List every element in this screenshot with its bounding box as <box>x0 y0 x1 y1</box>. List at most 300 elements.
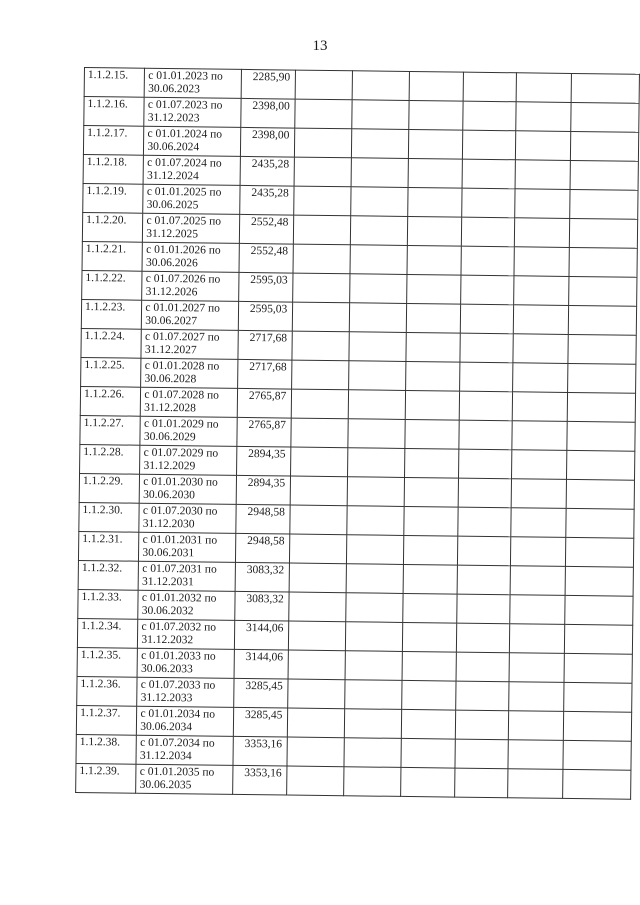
tariff-value-cell <box>235 533 290 563</box>
tariff-value: 3083,32 <box>246 593 284 606</box>
period-start: с 01.01.2027 по <box>145 301 221 315</box>
tariff-value-cell <box>238 330 293 360</box>
empty-cell <box>346 535 403 565</box>
period-cell <box>138 590 235 620</box>
empty-cell <box>347 506 404 536</box>
empty-cell <box>567 421 635 451</box>
tariff-value: 2595,03 <box>250 274 288 287</box>
period-start: с 01.07.2032 по <box>141 620 217 634</box>
empty-cell <box>508 711 563 741</box>
empty-cell <box>458 536 511 566</box>
empty-cell <box>568 305 636 335</box>
period-start: с 01.07.2028 по <box>144 388 219 402</box>
period-end: 31.12.2031 <box>142 575 194 589</box>
empty-cell <box>508 740 563 770</box>
empty-cell <box>409 71 464 101</box>
tariff-value-cell <box>236 475 291 505</box>
empty-cell <box>345 651 402 681</box>
row-number: 1.1.2.20. <box>86 214 127 227</box>
row-number: 1.1.2.15. <box>87 69 129 82</box>
row-number: 1.1.2.18. <box>86 156 128 169</box>
period-start: с 01.07.2033 по <box>140 678 216 692</box>
period-start: с 01.01.2026 по <box>146 243 221 257</box>
period-start: с 01.01.2023 по <box>148 69 223 83</box>
empty-cell <box>513 305 568 335</box>
tariff-value-cell <box>232 765 287 795</box>
empty-cell <box>408 158 463 188</box>
row-number-cell <box>81 357 142 387</box>
period-cell <box>141 329 238 359</box>
empty-cell <box>457 565 510 595</box>
period-start: с 01.01.2032 по <box>141 591 217 605</box>
empty-cell <box>401 709 456 739</box>
empty-cell <box>570 189 638 219</box>
empty-cell <box>403 535 458 565</box>
empty-cell <box>350 274 407 304</box>
empty-cell <box>347 477 404 507</box>
period-end: 31.12.2025 <box>146 227 199 241</box>
empty-cell <box>290 476 347 506</box>
tariff-value-cell <box>233 678 288 708</box>
empty-cell <box>287 737 344 767</box>
empty-cell <box>404 477 459 507</box>
empty-cell <box>294 186 351 216</box>
row-number-cell <box>77 618 138 648</box>
empty-cell <box>570 131 638 161</box>
empty-cell <box>568 334 636 364</box>
empty-cell <box>569 218 637 248</box>
empty-cell <box>403 506 458 536</box>
empty-cell <box>294 157 351 187</box>
empty-cell <box>287 766 344 796</box>
empty-cell <box>348 419 405 449</box>
empty-cell <box>509 653 564 683</box>
period-end: 30.06.2023 <box>148 82 200 96</box>
empty-cell <box>508 769 563 799</box>
tariff-value: 2765,87 <box>248 390 287 403</box>
tariff-value: 3144,06 <box>245 622 284 635</box>
row-number-cell <box>84 68 145 98</box>
period-end: 30.06.2035 <box>139 778 192 792</box>
row-number-cell <box>84 97 145 127</box>
empty-cell <box>345 622 402 652</box>
period-start: с 01.07.2029 по <box>143 446 219 460</box>
row-number-cell <box>82 241 143 271</box>
empty-cell <box>292 331 349 361</box>
row-number: 1.1.2.22. <box>85 272 126 285</box>
period-cell <box>137 648 234 678</box>
tariff-value: 2552,48 <box>250 216 289 229</box>
empty-cell <box>288 679 345 709</box>
empty-cell <box>564 682 632 712</box>
tariff-value-cell <box>237 388 292 418</box>
tariff-value-cell <box>238 301 293 331</box>
empty-cell <box>461 246 514 276</box>
row-number-cell <box>79 502 140 532</box>
period-start: с 01.01.2029 по <box>143 417 219 431</box>
tariff-value: 2398,00 <box>252 129 290 142</box>
empty-cell <box>511 508 566 538</box>
empty-cell <box>564 653 632 683</box>
row-number-cell <box>77 647 138 677</box>
row-number: 1.1.2.34. <box>81 620 122 633</box>
period-cell <box>141 387 238 417</box>
empty-cell <box>563 711 631 741</box>
period-start: с 01.07.2031 по <box>142 562 217 576</box>
empty-cell <box>512 450 567 480</box>
period-start: с 01.07.2024 по <box>147 156 222 170</box>
period-cell <box>144 126 241 156</box>
empty-cell <box>567 392 635 422</box>
page-number: 13 <box>312 38 328 54</box>
empty-cell <box>566 508 634 538</box>
empty-cell <box>458 478 511 508</box>
empty-cell <box>462 217 515 247</box>
table-row <box>76 763 631 799</box>
period-start: с 01.07.2023 по <box>147 98 223 112</box>
period-cell <box>142 271 239 301</box>
tariff-value-cell <box>233 736 288 766</box>
period-start: с 01.01.2031 по <box>142 533 218 547</box>
empty-cell <box>290 505 347 535</box>
empty-cell <box>344 767 401 797</box>
empty-cell <box>292 360 349 390</box>
empty-cell <box>461 304 514 334</box>
empty-cell <box>455 739 508 769</box>
empty-cell <box>348 361 405 391</box>
period-end: 30.06.2026 <box>145 256 198 270</box>
period-end: 31.12.2032 <box>141 633 194 647</box>
empty-cell <box>295 99 352 129</box>
row-number: 1.1.2.27. <box>83 417 124 430</box>
period-end: 31.12.2034 <box>139 749 192 763</box>
empty-cell <box>516 73 571 103</box>
period-end: 31.12.2024 <box>146 169 199 183</box>
tariff-value: 2717,68 <box>249 361 287 374</box>
empty-cell <box>516 131 571 161</box>
empty-cell <box>571 102 639 132</box>
empty-cell <box>564 624 632 654</box>
empty-cell <box>509 682 564 712</box>
tariff-value-cell <box>234 649 289 679</box>
period-cell <box>136 764 233 794</box>
tariff-value: 3144,06 <box>245 651 284 664</box>
tariff-table-wrapper <box>75 67 640 800</box>
empty-cell <box>295 128 352 158</box>
period-cell <box>141 358 238 388</box>
empty-cell <box>460 333 513 363</box>
tariff-value-cell <box>240 127 295 157</box>
empty-cell <box>344 709 401 739</box>
row-number: 1.1.2.36. <box>80 678 121 691</box>
empty-cell <box>514 247 569 277</box>
tariff-value: 2552,48 <box>250 245 289 258</box>
period-start: с 01.01.2025 по <box>146 185 222 199</box>
row-number-cell <box>78 589 139 619</box>
tariff-value: 2717,68 <box>249 332 288 345</box>
period-end: 30.06.2027 <box>145 314 198 328</box>
tariff-value: 3285,45 <box>245 680 283 693</box>
tariff-value-cell <box>235 562 290 592</box>
tariff-value: 2894,35 <box>248 448 286 461</box>
empty-cell <box>513 334 568 364</box>
period-cell <box>137 677 234 707</box>
row-number-cell <box>76 705 137 735</box>
empty-cell <box>350 245 407 275</box>
period-end: 30.06.2032 <box>141 604 194 618</box>
row-number: 1.1.2.35. <box>80 649 122 662</box>
empty-cell <box>402 593 457 623</box>
tariff-value: 3353,16 <box>244 767 282 780</box>
period-start: с 01.01.2034 по <box>140 707 216 721</box>
empty-cell <box>458 507 511 537</box>
empty-cell <box>406 274 461 304</box>
row-number-cell <box>80 444 141 474</box>
empty-cell <box>292 389 349 419</box>
period-cell <box>143 213 240 243</box>
empty-cell <box>290 534 347 564</box>
empty-cell <box>567 363 635 393</box>
row-number: 1.1.2.19. <box>86 185 127 198</box>
tariff-value: 2765,87 <box>248 419 286 432</box>
tariff-value-cell <box>237 417 292 447</box>
period-cell <box>142 300 239 330</box>
empty-cell <box>403 564 458 594</box>
tariff-value: 2948,58 <box>247 506 285 519</box>
tariff-value-cell <box>236 446 291 476</box>
empty-cell <box>349 332 406 362</box>
tariff-value: 2435,28 <box>251 158 290 171</box>
empty-cell <box>516 102 571 132</box>
period-end: 31.12.2030 <box>142 517 195 531</box>
tariff-value: 2595,03 <box>249 303 288 316</box>
empty-cell <box>566 479 634 509</box>
empty-cell <box>402 651 457 681</box>
empty-cell <box>565 537 633 567</box>
row-number: 1.1.2.33. <box>81 591 122 604</box>
period-start: с 01.01.2035 по <box>139 765 215 779</box>
empty-cell <box>570 160 638 190</box>
empty-cell <box>401 738 456 768</box>
empty-cell <box>463 72 516 102</box>
period-start: с 01.07.2034 по <box>140 736 215 750</box>
period-start: с 01.01.2033 по <box>141 649 216 663</box>
period-cell <box>138 619 235 649</box>
empty-cell <box>351 187 408 217</box>
empty-cell <box>460 391 513 421</box>
period-end: 30.06.2025 <box>146 198 199 212</box>
empty-cell <box>352 100 409 130</box>
period-start: с 01.07.2025 по <box>146 214 222 228</box>
period-start: с 01.07.2026 по <box>145 272 221 286</box>
empty-cell <box>510 624 565 654</box>
empty-cell <box>569 247 637 277</box>
empty-cell <box>346 564 403 594</box>
row-number-cell <box>76 763 137 793</box>
period-cell <box>137 706 234 736</box>
row-number-cell <box>81 328 142 358</box>
tariff-value: 2894,35 <box>247 477 286 490</box>
row-number-cell <box>81 299 142 329</box>
empty-cell <box>461 275 514 305</box>
row-number-cell <box>79 473 140 503</box>
period-start: с 01.01.2024 по <box>147 127 223 141</box>
tariff-value-cell <box>235 504 290 534</box>
tariff-value: 2948,58 <box>247 535 285 548</box>
tariff-value: 2398,00 <box>252 100 290 113</box>
row-number: 1.1.2.39. <box>79 764 120 778</box>
period-start: с 01.01.2028 по <box>144 359 220 373</box>
tariff-value: 3353,16 <box>244 738 283 751</box>
empty-cell <box>348 390 405 420</box>
period-cell <box>143 184 240 214</box>
empty-cell <box>407 187 462 217</box>
period-cell <box>140 474 237 504</box>
empty-cell <box>345 680 402 710</box>
empty-cell <box>288 708 345 738</box>
period-end: 31.12.2023 <box>147 111 200 125</box>
empty-cell <box>404 419 459 449</box>
empty-cell <box>293 302 350 332</box>
row-number: 1.1.2.28. <box>83 446 124 459</box>
empty-cell <box>514 218 569 248</box>
empty-cell <box>352 71 409 101</box>
period-cell <box>140 416 237 446</box>
empty-cell <box>350 216 407 246</box>
empty-cell <box>402 622 457 652</box>
row-number: 1.1.2.25. <box>84 359 125 372</box>
period-cell <box>139 503 236 533</box>
tariff-value-cell <box>237 359 292 389</box>
empty-cell <box>407 216 462 246</box>
row-number: 1.1.2.31. <box>82 533 123 546</box>
row-number-cell <box>78 531 139 561</box>
tariff-value-cell <box>240 156 295 186</box>
empty-cell <box>512 421 567 451</box>
empty-cell <box>459 420 512 450</box>
empty-cell <box>406 303 461 333</box>
empty-cell <box>405 361 460 391</box>
row-number: 1.1.2.38. <box>79 735 121 749</box>
period-cell <box>138 561 235 591</box>
tariff-value-cell <box>239 185 294 215</box>
tariff-value-cell <box>241 69 296 99</box>
empty-cell <box>511 479 566 509</box>
period-end: 30.06.2030 <box>143 488 195 502</box>
empty-cell <box>351 158 408 188</box>
row-number-cell <box>77 676 138 706</box>
empty-cell <box>515 189 570 219</box>
empty-cell <box>456 652 509 682</box>
row-number: 1.1.2.16. <box>87 98 128 111</box>
empty-cell <box>291 418 348 448</box>
empty-cell <box>456 681 509 711</box>
tariff-value-cell <box>234 591 289 621</box>
empty-cell <box>571 73 639 103</box>
period-end: 30.06.2031 <box>142 546 195 560</box>
row-number-cell <box>78 560 139 590</box>
tariff-value-cell <box>239 214 294 244</box>
row-number: 1.1.2.21. <box>85 243 127 256</box>
row-number-cell <box>76 734 137 764</box>
empty-cell <box>512 392 567 422</box>
row-number-cell <box>82 270 143 300</box>
row-number: 1.1.2.23. <box>84 301 126 314</box>
tariff-value-cell <box>240 98 295 128</box>
period-end: 30.06.2024 <box>147 140 200 154</box>
row-number-cell <box>83 126 144 156</box>
period-cell <box>140 445 237 475</box>
empty-cell <box>457 623 510 653</box>
row-number-cell <box>83 154 144 184</box>
empty-cell <box>289 621 346 651</box>
empty-cell <box>515 160 570 190</box>
empty-cell <box>462 188 515 218</box>
period-cell <box>142 242 239 272</box>
empty-cell <box>289 592 346 622</box>
period-end: 30.06.2034 <box>140 720 193 734</box>
empty-cell <box>408 100 463 130</box>
row-number: 1.1.2.17. <box>87 127 128 140</box>
empty-cell <box>460 362 513 392</box>
empty-cell <box>349 303 406 333</box>
tariff-value-cell <box>238 272 293 302</box>
tariff-table-body <box>76 68 640 800</box>
empty-cell <box>404 448 459 478</box>
period-end: 31.12.2028 <box>144 401 197 415</box>
empty-cell <box>462 159 515 189</box>
period-end: 30.06.2028 <box>144 372 197 386</box>
row-number-cell <box>80 386 141 416</box>
empty-cell <box>400 767 455 797</box>
row-number: 1.1.2.32. <box>81 562 123 575</box>
period-end: 30.06.2029 <box>143 430 196 444</box>
row-number-cell <box>82 212 143 242</box>
period-start: с 01.07.2027 по <box>145 330 220 344</box>
empty-cell <box>294 215 351 245</box>
empty-cell <box>291 447 348 477</box>
empty-cell <box>562 769 630 799</box>
empty-cell <box>568 276 636 306</box>
empty-cell <box>510 595 565 625</box>
period-cell <box>139 532 236 562</box>
empty-cell <box>455 768 508 798</box>
empty-cell <box>563 740 631 770</box>
tariff-value-cell <box>233 707 288 737</box>
row-number: 1.1.2.24. <box>84 330 126 343</box>
empty-cell <box>405 390 460 420</box>
empty-cell <box>513 363 568 393</box>
row-number-cell <box>83 183 144 213</box>
period-end: 31.12.2033 <box>140 691 193 705</box>
empty-cell <box>510 566 565 596</box>
empty-cell <box>344 738 401 768</box>
period-start: с 01.01.2030 по <box>143 475 218 489</box>
empty-cell <box>463 130 516 160</box>
empty-cell <box>351 129 408 159</box>
row-number: 1.1.2.30. <box>82 504 123 517</box>
empty-cell <box>514 276 569 306</box>
empty-cell <box>456 710 509 740</box>
empty-cell <box>346 593 403 623</box>
tariff-value: 2435,28 <box>251 187 289 200</box>
empty-cell <box>566 450 634 480</box>
empty-cell <box>565 595 633 625</box>
empty-cell <box>401 680 456 710</box>
row-number: 1.1.2.37. <box>80 707 121 720</box>
period-cell <box>145 68 242 98</box>
period-cell <box>144 97 241 127</box>
